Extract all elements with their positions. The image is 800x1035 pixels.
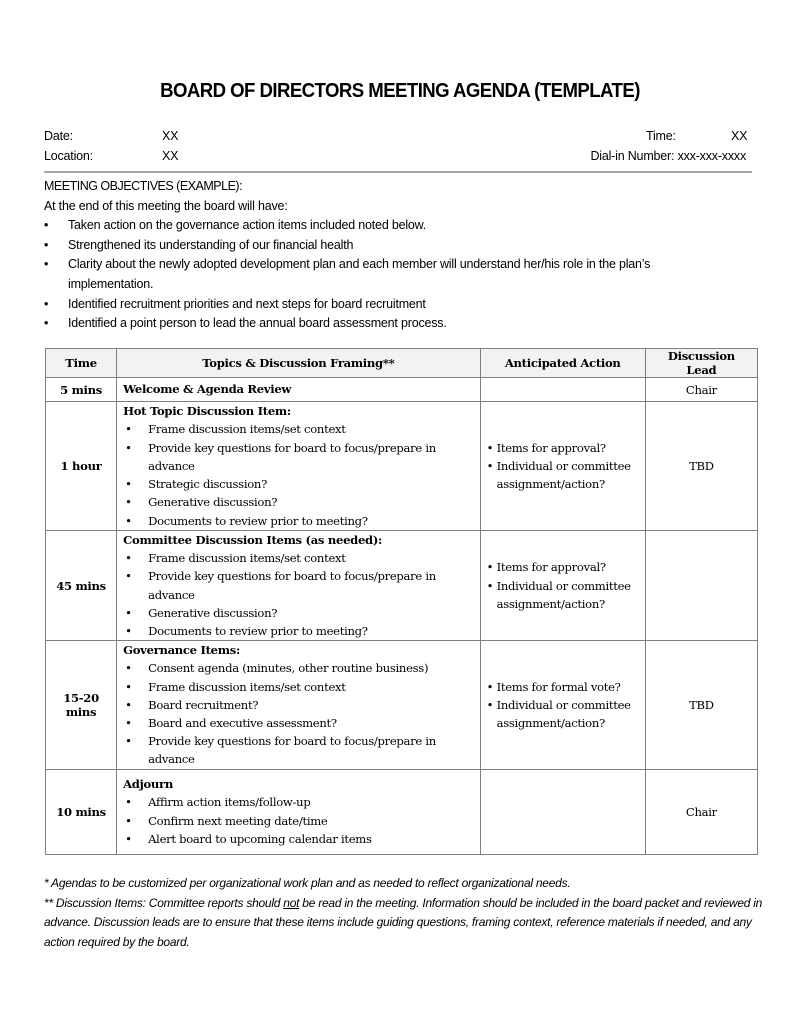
- emphasis-not: not: [283, 895, 300, 910]
- objective-item: • Taken action on the governance action items included noted below.: [44, 216, 754, 236]
- objective-item: • Identified recruitment priorities and next steps for board recruitment: [44, 295, 754, 315]
- objectives-intro: At the end of this meeting the board will have:: [44, 198, 288, 213]
- bullet-icon: •: [125, 605, 132, 620]
- topic-item: • Confirm next meeting date/time: [123, 812, 474, 830]
- bullet-icon: •: [486, 560, 494, 575]
- topic-item: • Frame discussion items/set context: [123, 678, 474, 696]
- date-value: XX: [162, 129, 179, 143]
- header-lead: Discussion Lead: [645, 349, 757, 378]
- dialin-label: Dial-in Number:: [590, 149, 675, 163]
- dialin-number: [590, 149, 746, 163]
- header-topics: Topics & Discussion Framing**: [117, 349, 481, 378]
- bullet-icon: •: [125, 513, 132, 528]
- topic-item: • Frame discussion items/set context: [123, 420, 474, 438]
- table-row: [46, 378, 758, 402]
- bullet-icon: •: [486, 458, 494, 473]
- row-topic: [117, 769, 481, 854]
- objectives-heading: MEETING OBJECTIVES (EXAMPLE):: [44, 179, 243, 193]
- bullet-icon: •: [125, 477, 132, 492]
- bullet-icon: •: [44, 296, 49, 311]
- row-action: [480, 402, 645, 531]
- row-time: 45 mins: [46, 531, 117, 641]
- objectives-list: [44, 216, 754, 334]
- action-list: [487, 678, 639, 733]
- row-lead: Chair: [645, 378, 757, 402]
- bullet-icon: •: [125, 440, 132, 455]
- topic-item: • Consent agenda (minutes, other routine business): [123, 659, 474, 677]
- footnotes: [44, 874, 764, 952]
- row-lead: TBD: [645, 402, 757, 531]
- action-list: [487, 439, 639, 494]
- topic-item: • Generative discussion?: [123, 604, 474, 622]
- bullet-icon: •: [125, 661, 132, 676]
- location-value: XX: [162, 149, 179, 163]
- topic-list: [123, 793, 474, 848]
- action-item: • Individual or committee assignment/action?: [486, 458, 631, 492]
- bullet-icon: •: [44, 316, 49, 331]
- bullet-icon: •: [125, 422, 132, 437]
- row-action: [480, 769, 645, 854]
- topic-list: [123, 549, 474, 640]
- topic-item: • Provide key questions for board to focus/prepare in advance: [125, 569, 436, 602]
- action-item: • Items for approval?: [487, 439, 639, 457]
- topic-item: • Provide key questions for board to focus/prepare in advance: [125, 734, 436, 767]
- table-row: [46, 641, 758, 769]
- topic-title: Governance Items:: [123, 643, 240, 658]
- action-item: • Items for formal vote?: [487, 678, 639, 696]
- action-list: [487, 558, 639, 613]
- document-title: BOARD OF DIRECTORS MEETING AGENDA (TEMPLATE): [160, 80, 640, 102]
- time-value: XX: [731, 129, 748, 143]
- topic-title: Adjourn: [123, 777, 173, 792]
- row-topic: [117, 641, 481, 769]
- topic-title: Welcome & Agenda Review: [123, 382, 292, 397]
- action-item: • Individual or committee assignment/action?: [486, 578, 631, 611]
- bullet-icon: •: [486, 440, 494, 455]
- topic-item: • Provide key questions for board to focus/prepare in advance: [125, 440, 436, 473]
- row-topic: [117, 378, 481, 402]
- row-action: [480, 641, 645, 769]
- bullet-icon: •: [125, 679, 132, 694]
- topic-item: • Strategic discussion?: [123, 475, 474, 493]
- row-action: [480, 378, 645, 402]
- bullet-icon: •: [125, 495, 132, 510]
- header-divider: [44, 171, 752, 173]
- topic-list: [123, 659, 474, 768]
- time-label: Time:: [646, 129, 676, 143]
- table-row: [46, 769, 758, 854]
- topic-title: Hot Topic Discussion Item:: [123, 404, 291, 419]
- bullet-icon: •: [125, 569, 132, 584]
- bullet-icon: •: [125, 697, 132, 712]
- row-time: 5 mins: [46, 378, 117, 402]
- topic-item: • Board recruitment?: [123, 696, 474, 714]
- bullet-icon: •: [44, 237, 49, 252]
- bullet-icon: •: [125, 795, 132, 810]
- date-label: Date:: [44, 129, 73, 143]
- meeting-objectives: [44, 177, 754, 334]
- table-row: [46, 531, 758, 641]
- action-item: • Items for approval?: [487, 558, 639, 576]
- bullet-icon: •: [486, 679, 494, 694]
- agenda-table: [45, 348, 758, 855]
- bullet-icon: •: [44, 257, 49, 272]
- bullet-icon: •: [125, 624, 132, 639]
- row-time: 15-20 mins: [46, 641, 117, 769]
- topic-item: • Board and executive assessment?: [123, 714, 474, 732]
- row-lead: TBD: [645, 641, 757, 769]
- table-header-row: [46, 349, 758, 378]
- footnote-2: ** Discussion Items: Committee reports should not be read in the meeting. Information should be included in the board packet and reviewed in advance. Discussion leads are to ensure that these items include guiding questions, framing context, reference materials if needed, and any action required by the board.: [44, 895, 763, 949]
- bullet-icon: •: [125, 716, 132, 731]
- objective-item: • Clarity about the newly adopted development plan and each member will understand her/his role in the plan’s implementation.: [44, 257, 651, 291]
- objective-item: • Identified a point person to lead the annual board assessment process.: [44, 314, 754, 334]
- topic-item: • Documents to review prior to meeting?: [123, 512, 474, 530]
- bullet-icon: •: [125, 813, 132, 828]
- row-lead: Chair: [645, 769, 757, 854]
- header-action: Anticipated Action: [480, 349, 645, 378]
- topic-item: • Generative discussion?: [123, 493, 474, 511]
- bullet-icon: •: [125, 551, 132, 566]
- topic-item: • Affirm action items/follow-up: [123, 793, 474, 811]
- table-row: [46, 402, 758, 531]
- objective-item: • Strengthened its understanding of our financial health: [44, 236, 754, 256]
- topic-list: [123, 420, 474, 529]
- row-action: [480, 531, 645, 641]
- topic-title: Committee Discussion Items (as needed):: [123, 533, 383, 547]
- row-topic: [117, 402, 481, 531]
- row-time: 10 mins: [46, 769, 117, 854]
- bullet-icon: •: [486, 697, 494, 712]
- row-lead: [645, 531, 757, 641]
- row-topic: [117, 531, 481, 641]
- action-item: • Individual or committee assignment/action?: [486, 697, 631, 731]
- bullet-icon: •: [125, 734, 132, 749]
- header-time: Time: [46, 349, 117, 378]
- topic-item: • Frame discussion items/set context: [123, 549, 474, 567]
- location-label: Location:: [44, 149, 93, 163]
- dialin-value: xxx-xxx-xxxx: [677, 149, 746, 163]
- bullet-icon: •: [125, 831, 132, 846]
- bullet-icon: •: [486, 578, 494, 593]
- topic-item: • Documents to review prior to meeting?: [123, 622, 474, 640]
- bullet-icon: •: [44, 218, 49, 233]
- row-time: 1 hour: [46, 402, 117, 531]
- topic-item: • Alert board to upcoming calendar items: [123, 830, 474, 848]
- footnote-1: * Agendas to be customized per organizational work plan and as needed to reflect organizational needs.: [44, 876, 571, 890]
